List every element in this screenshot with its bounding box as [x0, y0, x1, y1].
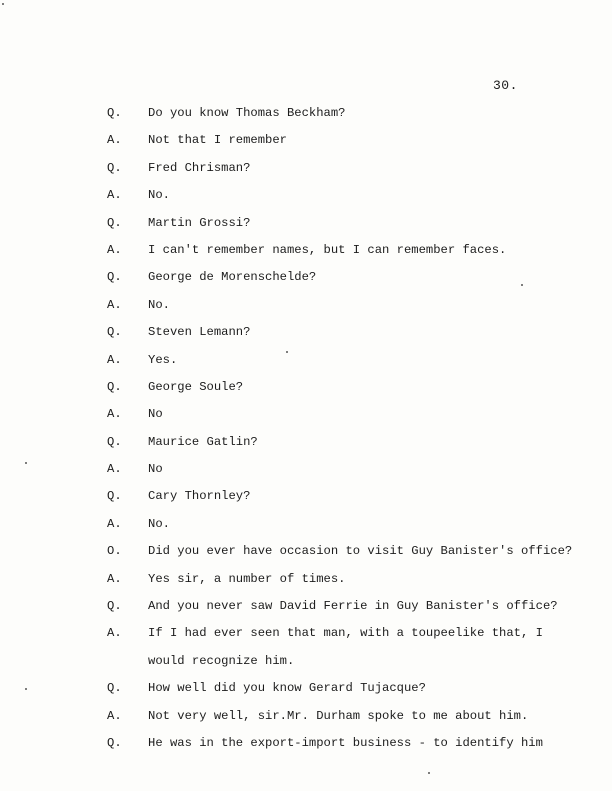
line-text: No: [148, 462, 163, 477]
transcript: [0, 100, 612, 757]
transcript-line: [0, 401, 612, 428]
transcript-line: [0, 566, 612, 593]
transcript-line: [0, 127, 612, 154]
line-text: George de Morenschelde?: [148, 270, 317, 285]
transcript-line: [0, 620, 612, 647]
transcript-line: [0, 347, 612, 374]
speaker-label: A.: [107, 462, 122, 477]
transcript-line: [0, 292, 612, 319]
transcript-line: [0, 237, 612, 264]
speaker-label: Q.: [107, 106, 122, 120]
transcript-line: [0, 511, 612, 538]
speaker-label: A.: [107, 242, 122, 257]
speaker-label: Q.: [107, 160, 122, 175]
line-text: Do you know Thomas Beckham?: [148, 106, 346, 120]
transcript-line: [0, 374, 612, 401]
speaker-label: O.: [107, 544, 122, 559]
scan-speck: [286, 351, 288, 353]
speaker-label: A.: [107, 516, 122, 531]
line-text: Steven Lemann?: [148, 325, 251, 340]
speaker-label: Q.: [107, 215, 122, 230]
scan-speck: [25, 462, 27, 464]
speaker-label: Q.: [107, 489, 122, 504]
transcript-line: [0, 429, 612, 456]
line-text: would recognize him.: [148, 653, 295, 668]
line-text: Martin Grossi?: [148, 215, 251, 230]
line-text: Yes sir, a number of times.: [148, 571, 346, 586]
line-text: Not very well, sir.Mr. Durham spoke to me about him.: [148, 708, 529, 723]
transcript-line: [0, 100, 612, 127]
scan-speck: [2, 3, 4, 5]
transcript-line: [0, 155, 612, 182]
scan-speck: [521, 284, 523, 286]
speaker-label: A.: [107, 571, 122, 586]
speaker-label: A.: [107, 133, 122, 148]
transcript-line: [0, 456, 612, 483]
speaker-label: Q.: [107, 599, 122, 614]
line-text: Yes.: [148, 352, 178, 367]
speaker-label: Q.: [107, 379, 122, 394]
speaker-label: A.: [107, 708, 122, 723]
page-number: 30.: [493, 78, 518, 93]
line-text: And you never saw David Ferrie in Guy Banister's office?: [148, 599, 558, 614]
speaker-label: Q.: [107, 325, 122, 340]
speaker-label: Q.: [107, 681, 122, 696]
line-text: Not that I remember: [148, 133, 287, 148]
line-text: No: [148, 407, 163, 422]
speaker-label: A.: [107, 188, 122, 203]
speaker-label: A.: [107, 626, 122, 641]
line-text: I can't remember names, but I can remember faces.: [148, 242, 507, 257]
speaker-label: Q.: [107, 434, 122, 449]
line-text: No.: [148, 516, 170, 531]
line-text: How well did you know Gerard Tujacque?: [148, 681, 426, 696]
line-text: Fred Chrisman?: [148, 160, 251, 175]
speaker-label: Q.: [107, 735, 122, 750]
line-text: Maurice Gatlin?: [148, 434, 258, 449]
transcript-line: [0, 319, 612, 346]
transcript-line: [0, 593, 612, 620]
line-text: Did you ever have occasion to visit Guy Banister's office?: [148, 544, 573, 559]
speaker-label: A.: [107, 352, 122, 367]
speaker-label: Q.: [107, 270, 122, 285]
transcript-line: [0, 483, 612, 510]
line-text: Cary Thornley?: [148, 489, 251, 504]
speaker-label: A.: [107, 407, 122, 422]
transcript-line: [0, 648, 612, 675]
line-text: No.: [148, 297, 170, 312]
scan-speck: [25, 688, 27, 690]
transcript-line: [0, 538, 612, 565]
transcript-line: [0, 210, 612, 237]
speaker-label: A.: [107, 297, 122, 312]
scan-speck: [428, 772, 430, 774]
line-text: George Soule?: [148, 379, 244, 394]
transcript-line: [0, 264, 612, 291]
line-text: If I had ever seen that man, with a toupeelike that, I: [148, 626, 543, 641]
transcript-line: [0, 182, 612, 209]
line-text: He was in the export-import business - to identify him: [148, 735, 543, 750]
line-text: No.: [148, 188, 170, 203]
transcript-line: [0, 675, 612, 702]
transcript-line: [0, 703, 612, 730]
transcript-line: [0, 730, 612, 757]
